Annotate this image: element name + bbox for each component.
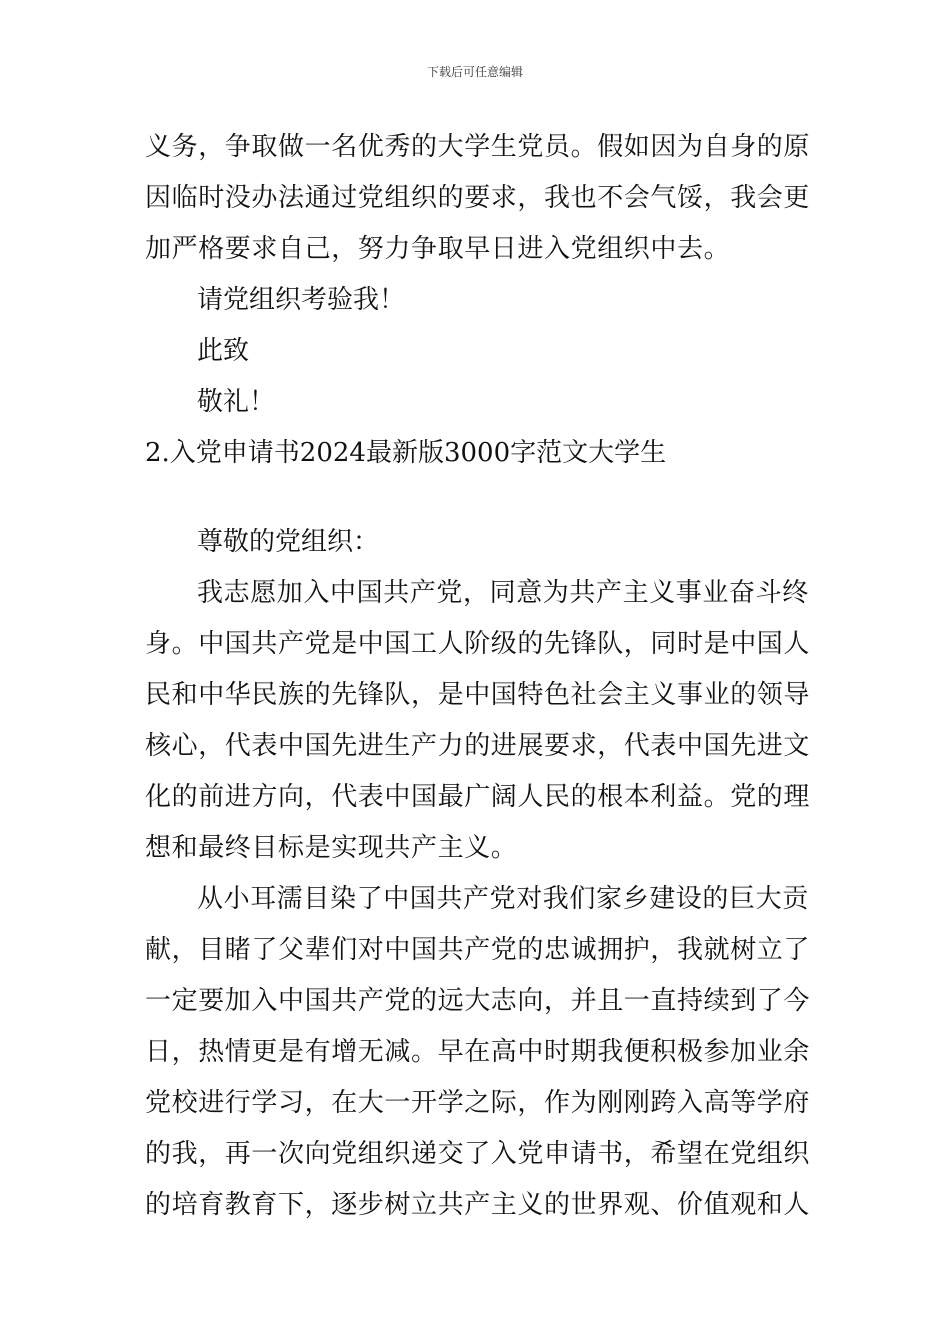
page-header-note: 下载后可任意编辑: [426, 65, 523, 79]
text-line: 日，热情更是有增无减。早在高中时期我便积极参加业余: [145, 1037, 811, 1067]
text-line: 化的前进方向，代表中国最广阔人民的根本利益。党的理: [145, 782, 811, 812]
text-line: 加严格要求自己，努力争取早日进入党组织中去。: [145, 234, 731, 264]
text-line: 的培育教育下，逐步树立共产主义的世界观、价值观和人: [145, 1190, 811, 1220]
text-line: 核心，代表中国先进生产力的进展要求，代表中国先进文: [145, 731, 811, 761]
text-line: 身。中国共产党是中国工人阶级的先锋队，同时是中国人: [145, 629, 811, 659]
text-line: 一定要加入中国共产党的远大志向，并且一直持续到了今: [145, 986, 811, 1016]
text-line: 因临时没办法通过党组织的要求，我也不会气馁，我会更: [145, 183, 811, 213]
text-line: 义务，争取做一名优秀的大学生党员。假如因为自身的原: [145, 132, 811, 162]
text-line: 献，目睹了父辈们对中国共产党的忠诚拥护，我就树立了: [145, 935, 811, 965]
closing-regards: 此致: [197, 336, 250, 366]
paragraph-2: [145, 874, 811, 1231]
salutation: 尊敬的党组织：: [197, 527, 380, 557]
text-line: 的我，再一次向党组织递交了入党申请书，希望在党组织: [145, 1139, 811, 1169]
paragraph-continued: [145, 122, 811, 275]
text-line: 党校进行学习，在大一开学之际，作为刚刚跨入高等学府: [145, 1088, 811, 1118]
closing-request: 请党组织考验我！: [197, 285, 406, 315]
text-line: 想和最终目标是实现共产主义。: [145, 833, 518, 863]
closing-salute: 敬礼！: [197, 387, 276, 417]
section-heading: 2.入党申请书2024最新版3000字范文大学生: [145, 438, 667, 468]
text-line: 从小耳濡目染了中国共产党对我们家乡建设的巨大贡: [197, 884, 809, 914]
paragraph-1: [145, 568, 811, 874]
spacer: [145, 479, 807, 517]
document-body: [145, 122, 811, 1231]
text-line: 民和中华民族的先锋队，是中国特色社会主义事业的领导: [145, 680, 811, 710]
text-line: 我志愿加入中国共产党，同意为共产主义事业奋斗终: [197, 578, 809, 608]
